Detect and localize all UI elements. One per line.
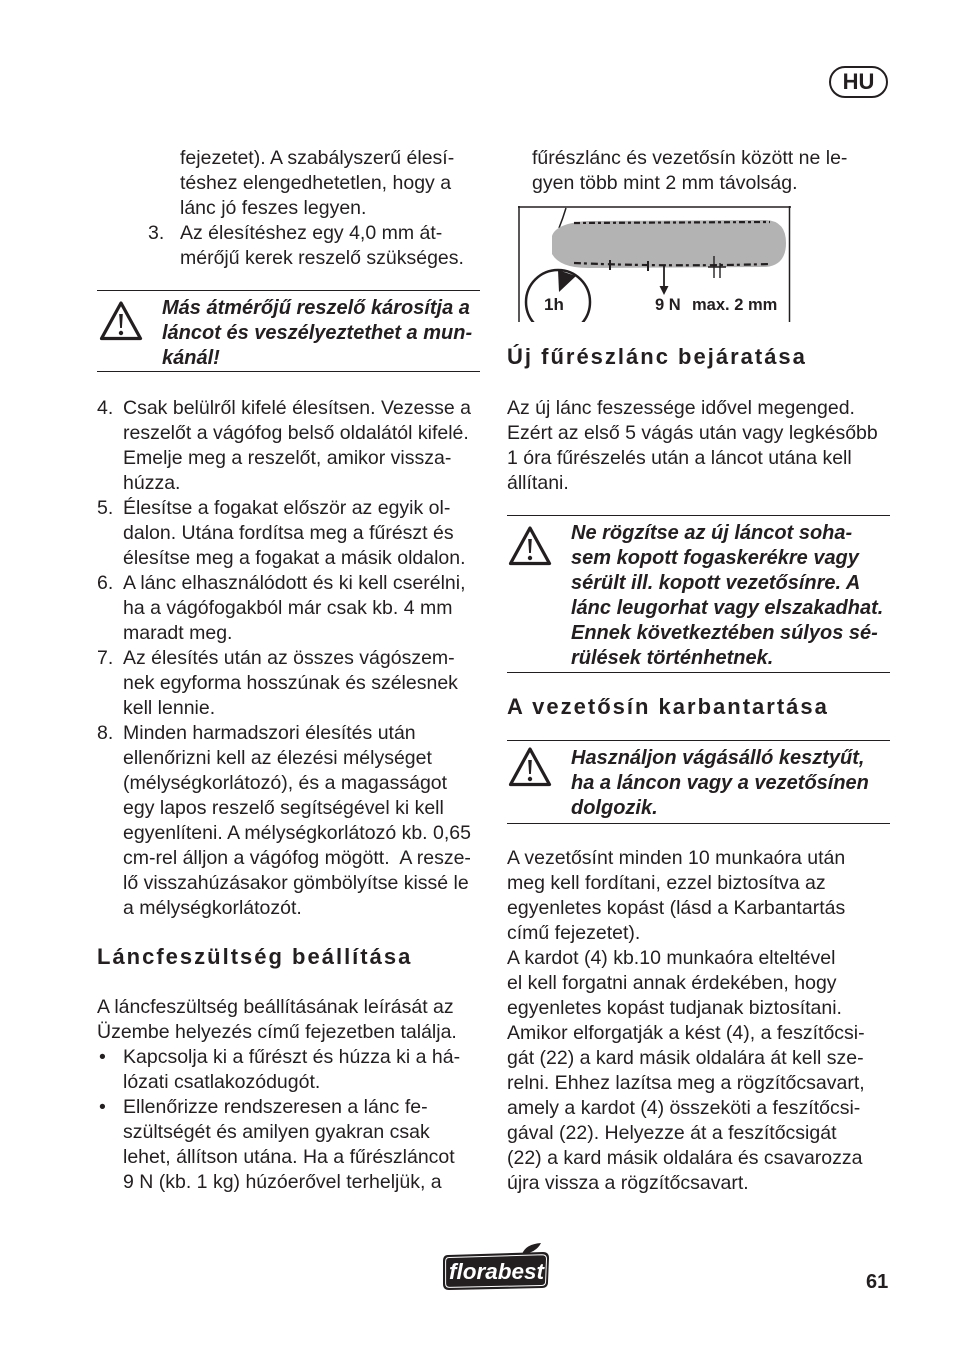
warning-bottom-rule: [507, 823, 890, 824]
text-line: gát (22) a kard másik oldalára át kell sze-: [507, 1047, 864, 1069]
text-line: téshez elengedhetetlen, hogy a: [180, 172, 452, 194]
text-line: Csak belülről kifelé élesítsen. Vezesse a: [123, 397, 471, 419]
text-line: reszelőt a vágófog belső oldalától kifelé.: [123, 422, 469, 444]
warning-text: [162, 296, 472, 371]
warning-line: sem kopott fogaskerékre vagy: [571, 547, 859, 569]
text-line: Emelje meg a reszelőt, amikor vissza-: [123, 447, 452, 469]
text-line: Kapcsolja ki a fűrészt és húzza ki a há-: [123, 1046, 461, 1068]
warning-line: kánál!: [162, 347, 220, 369]
step-number: 5.: [97, 497, 114, 519]
step-number: 6.: [97, 572, 114, 594]
warning-line: lánc leugorhat vagy elszakadhat.: [571, 597, 884, 619]
text-line: relni. Ehhez lazítsa meg a rögzítőcsavart,: [507, 1072, 865, 1094]
text-line: dalon. Utána fordítsa meg a fűrészt és: [123, 522, 454, 544]
text-line: mérőjű kerek reszelő szükséges.: [180, 247, 464, 269]
text-line: (22) a kard másik oldalára és csavarozza: [507, 1147, 863, 1169]
text-line: a mélységkorlátozót.: [123, 897, 302, 919]
step-number: 4.: [97, 397, 114, 419]
sharpening-steps: [97, 396, 471, 921]
text-line: című fejezetet).: [507, 922, 641, 944]
text-line: lózati csatlakozódugót.: [123, 1071, 321, 1093]
warning-line: dolgozik.: [571, 797, 658, 819]
text-line: A lánc elhasználódott és ki kell cserélni,: [123, 572, 466, 594]
warning-top-rule: [507, 515, 890, 516]
text-line: A kardot (4) kb.10 munkaóra elteltével: [507, 947, 836, 969]
warning-text: [571, 521, 883, 671]
text-line: Ezért az első 5 vágás után vagy legkésőbb: [507, 422, 878, 444]
time-label: 1h: [544, 295, 564, 314]
section-heading: Új fűrészlánc bejáratása: [507, 344, 807, 369]
text-line: maradt meg.: [123, 622, 233, 644]
list-item: [99, 1095, 460, 1195]
step-number: 3.: [148, 222, 165, 244]
warning-text: [571, 746, 869, 821]
step-number: 7.: [97, 647, 114, 669]
bullet-marker: •: [99, 1096, 106, 1118]
step-number: 8.: [97, 722, 114, 744]
text-line: egyenletes kopást (lásd a Karbantartás: [507, 897, 846, 919]
text-line: nek egyforma hosszúnak és szélesnek: [123, 672, 458, 694]
text-line: gával (22). Helyezze át a feszítőcsigát: [507, 1122, 837, 1144]
text-line: ha a vágófogakból már csak kb. 4 mm: [123, 597, 453, 619]
text-line: A láncfeszültség beállításának leírását az: [97, 996, 454, 1018]
text-line: fűrészlánc és vezetősín között ne le-: [532, 147, 848, 169]
text-line: Az élesítés után az összes vágószem-: [123, 647, 455, 669]
section-heading: A vezetősín karbantartása: [507, 694, 829, 719]
step-3: [148, 221, 464, 271]
intro-text: [180, 146, 454, 221]
text-line: lánc jó feszes legyen.: [180, 197, 367, 219]
warning-line: Használjon vágásálló kesztyűt,: [571, 747, 865, 769]
warning-line: ha a láncon vagy a vezetősínen: [571, 772, 869, 794]
text-line: egy lapos reszelő segítségével ki kell: [123, 797, 444, 819]
warning-top-rule: [507, 740, 890, 741]
florabest-logo: [440, 1242, 552, 1292]
list-item: [97, 571, 471, 646]
text-line: 1 óra fűrészelés után a láncot utána kell: [507, 447, 852, 469]
text-line: el kell forgatni annak érdekében, hogy: [507, 972, 837, 994]
text-line: egyenlíteni. A mélységkorlátozó kb. 0,65: [123, 822, 471, 844]
text-line: Amikor elforgatják a kést (4), a feszítőcsi-: [507, 1022, 865, 1044]
text-line: kell lennie.: [123, 697, 216, 719]
list-item: [97, 396, 471, 496]
list-item: [97, 646, 471, 721]
text-line: állítani.: [507, 472, 569, 494]
text-line: Élesítse a fogakat először az egyik ol-: [123, 497, 451, 519]
text-line: egyenletes kopást tudjanak biztosítani.: [507, 997, 842, 1019]
gap-label: max. 2 mm: [692, 296, 778, 314]
page-number: 61: [866, 1271, 889, 1293]
warning-line: Ennek következtében súlyos sé-: [571, 622, 878, 644]
bullet-marker: •: [99, 1046, 106, 1068]
text-line: Minden harmadszori élesítés után: [123, 722, 416, 744]
text-line: újra vissza a rögzítőcsavart.: [507, 1172, 749, 1194]
logo-text: florabest: [449, 1259, 545, 1284]
section-paragraph: [97, 995, 457, 1045]
text-line: Az élesítéshez egy 4,0 mm át-: [180, 222, 443, 244]
section-paragraph: [507, 396, 878, 496]
warning-line: sérült ill. kopott vezetősínre. A: [571, 572, 861, 594]
text-line: húzza.: [123, 472, 181, 494]
text-line: Üzembe helyezés című fejezetben találja.: [97, 1021, 457, 1043]
continuation-text: [532, 146, 847, 196]
bullet-list: [99, 1045, 461, 1195]
warning-line: rülések történhetnek.: [571, 647, 774, 669]
section-heading: Láncfeszültség beállítása: [97, 944, 413, 969]
text-line: lő visszahúzásakor gömbölyítse kissé le: [123, 872, 469, 894]
text-line: (mélységkorlátozó), és a magasságot: [123, 772, 448, 794]
language-badge: HU: [829, 66, 888, 98]
force-label: 9 N: [655, 296, 681, 314]
warning-bottom-rule: [507, 672, 890, 673]
text-line: fejezetet). A szabályszerű élesí-: [180, 147, 455, 169]
guide-bar: [552, 220, 786, 268]
warning-bottom-rule: [97, 371, 480, 372]
text-line: lehet, állítson utána. Ha a fűrészláncot: [123, 1146, 455, 1168]
text-line: ellenőrizni kell az élezési mélységet: [123, 747, 432, 769]
section-paragraph: [507, 846, 865, 1196]
text-line: A vezetősínt minden 10 munkaóra után: [507, 847, 846, 869]
list-item: [99, 1045, 461, 1095]
chain-tension-figure: [518, 206, 791, 322]
text-line: cm-rel álljon a vágófog mögött. A resze-: [123, 847, 471, 869]
list-item: [97, 496, 471, 571]
warning-line: Ne rögzítse az új láncot soha-: [571, 522, 853, 544]
warning-top-rule: [97, 290, 480, 291]
warning-triangle-icon: [508, 746, 552, 788]
text-line: Ellenőrizze rendszeresen a lánc fe-: [123, 1096, 428, 1118]
force-arrowhead: [660, 286, 669, 295]
warning-triangle-icon: [99, 300, 143, 342]
list-item: [97, 721, 471, 921]
warning-line: Más átmérőjű reszelő károsítja a: [162, 297, 470, 319]
text-line: élesítse meg a fogakat a másik oldalon.: [123, 547, 466, 569]
text-line: meg kell fordítani, ezzel biztosítva az: [507, 872, 826, 894]
text-line: szültségét és amilyen gyakran csak: [123, 1121, 430, 1143]
warning-triangle-icon: [508, 525, 552, 567]
text-line: Az új lánc feszessége idővel megenged.: [507, 397, 855, 419]
text-line: gyen több mint 2 mm távolság.: [532, 172, 798, 194]
text-line: 9 N (kb. 1 kg) húzóerővel terheljük, a: [123, 1171, 442, 1193]
warning-line: láncot és veszélyeztethet a mun-: [162, 322, 473, 344]
text-line: amely a kardot (4) összeköti a feszítőcsi-: [507, 1097, 861, 1119]
